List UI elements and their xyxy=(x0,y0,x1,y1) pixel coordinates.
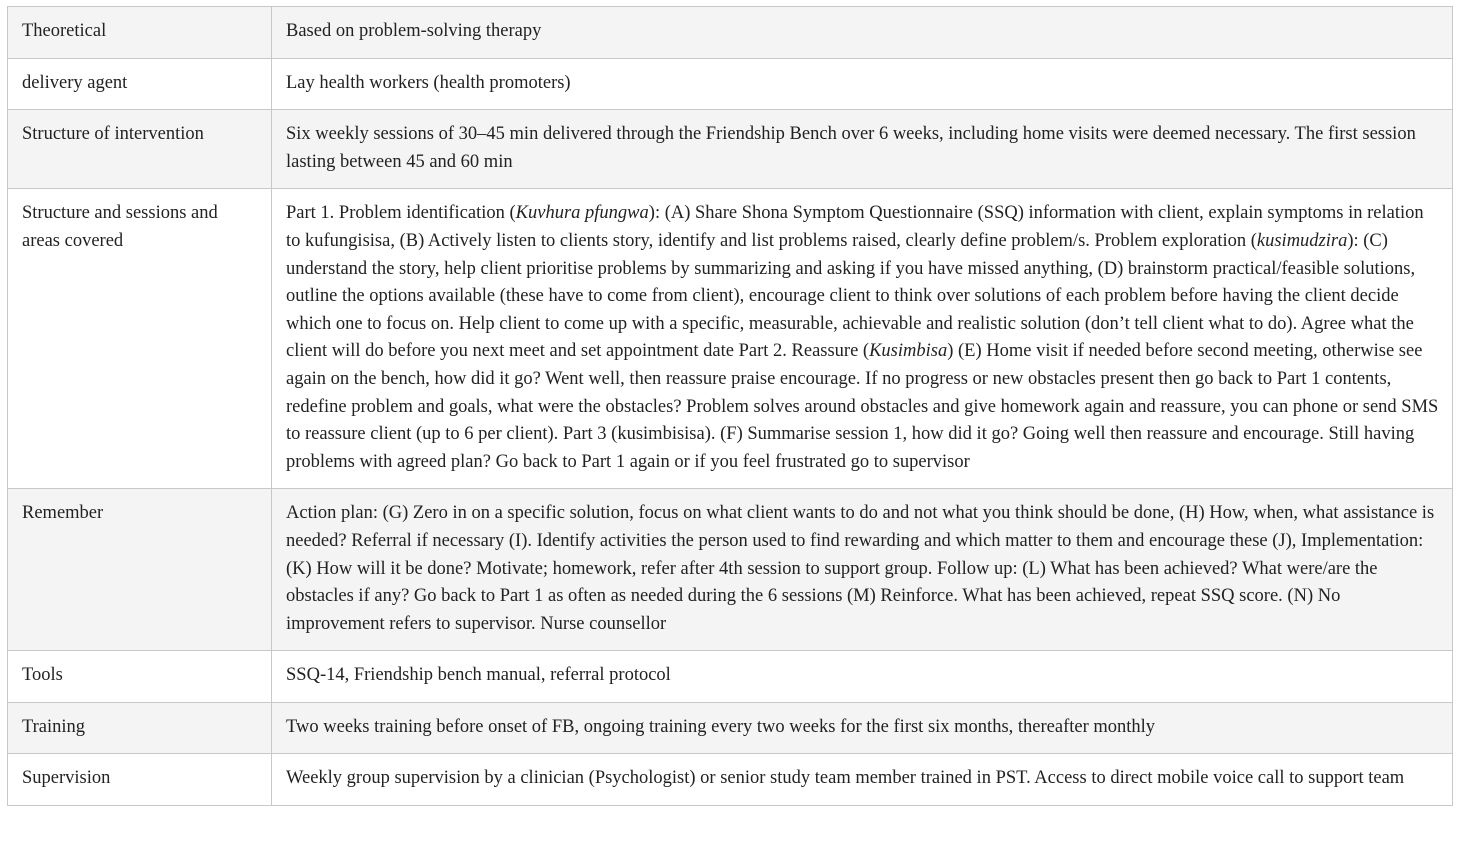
row-label: Training xyxy=(8,702,272,754)
row-label: Structure of intervention xyxy=(8,110,272,189)
row-value: Six weekly sessions of 30–45 min delivered through the Friendship Bench over 6 weeks, including home visits were deemed necessary. The first session lasting between 45 and 60 min xyxy=(272,110,1453,189)
table-row xyxy=(8,651,1453,703)
table-row xyxy=(8,754,1453,806)
row-label: Supervision xyxy=(8,754,272,806)
row-value: SSQ-14, Friendship bench manual, referral protocol xyxy=(272,651,1453,703)
text-segment: Part 1. Problem identification ( xyxy=(286,203,516,224)
table-row xyxy=(8,7,1453,59)
text-segment: ): (A) Share Shona Symptom Questionnaire (SSQ) information with client, explain symptoms in relation to kufungisisa, (B) Actively listen to clients story, identify and list problems raised, clearly define problem/s. Problem exploration ( xyxy=(286,203,1424,251)
text-segment: ) (E) Home visit if needed before second meeting, otherwise see again on the bench, how did it go? Went well, then reassure praise encourage. If no progress or new obstacles present then go back to Part 1 contents, redefine problem and goals, what were the obstacles? Problem solves around obstacles and give homework again and reassure, you can phone or send SMS to reassure client (up to 6 per client). Part 3 (kusimbisisa). (F) Summarise session 1, how did it go? Going well then reassure and encourage. Still having problems with agreed plan? Go back to Part 1 again or if you feel frustrated go to supervisor xyxy=(286,341,1439,472)
row-label: Remember xyxy=(8,489,272,651)
row-value: Two weeks training before onset of FB, ongoing training every two weeks for the first six months, thereafter monthly xyxy=(272,702,1453,754)
table-row xyxy=(8,702,1453,754)
text-segment: ): (C) understand the story, help client prioritise problems by summarizing and asking if you have missed anything, (D) brainstorm practical/feasible solutions, outline the options available (these have to come from client), encourage client to think over solutions of each problem before having the client decide which one to focus on. Help client to come up with a specific, measurable, achievable and realistic solution (don’t tell client what to do). Agree what the client will do before you next meet and set appointment date Part 2. Reassure ( xyxy=(286,230,1416,362)
row-value: Action plan: (G) Zero in on a specific solution, focus on what client wants to do and not what you think should be done, (H) How, when, what assistance is needed? Referral if necessary (I). Identify activities the person used to find rewarding and which matter to them and encourage these (J), Implementation: (K) How will it be done? Motivate; homework, refer after 4th session to support group. Follow up: (L) What has been achieved? What were/are the obstacles if any? Go back to Part 1 as often as needed during the 6 sessions (M) Reinforce. What has been achieved, repeat SSQ score. (N) No improvement refers to supervisor. Nurse counsellor xyxy=(272,489,1453,651)
row-value: Based on problem-solving therapy xyxy=(272,7,1453,59)
table-row xyxy=(8,189,1453,489)
row-label: Structure and sessions and areas covered xyxy=(8,189,272,489)
italic-term: kusimudzira xyxy=(1256,230,1348,251)
row-value xyxy=(272,189,1453,489)
row-value: Lay health workers (health promoters) xyxy=(272,58,1453,110)
table-row xyxy=(8,489,1453,651)
table-row xyxy=(8,110,1453,189)
row-value: Weekly group supervision by a clinician (Psychologist) or senior study team member trained in PST. Access to direct mobile voice call to support team xyxy=(272,754,1453,806)
italic-term: Kusimbisa xyxy=(869,341,948,362)
table-row xyxy=(8,58,1453,110)
row-label: Theoretical xyxy=(8,7,272,59)
row-label: Tools xyxy=(8,651,272,703)
intervention-table xyxy=(7,6,1453,806)
italic-term: Kuvhura pfungwa xyxy=(515,203,649,224)
row-label: delivery agent xyxy=(8,58,272,110)
